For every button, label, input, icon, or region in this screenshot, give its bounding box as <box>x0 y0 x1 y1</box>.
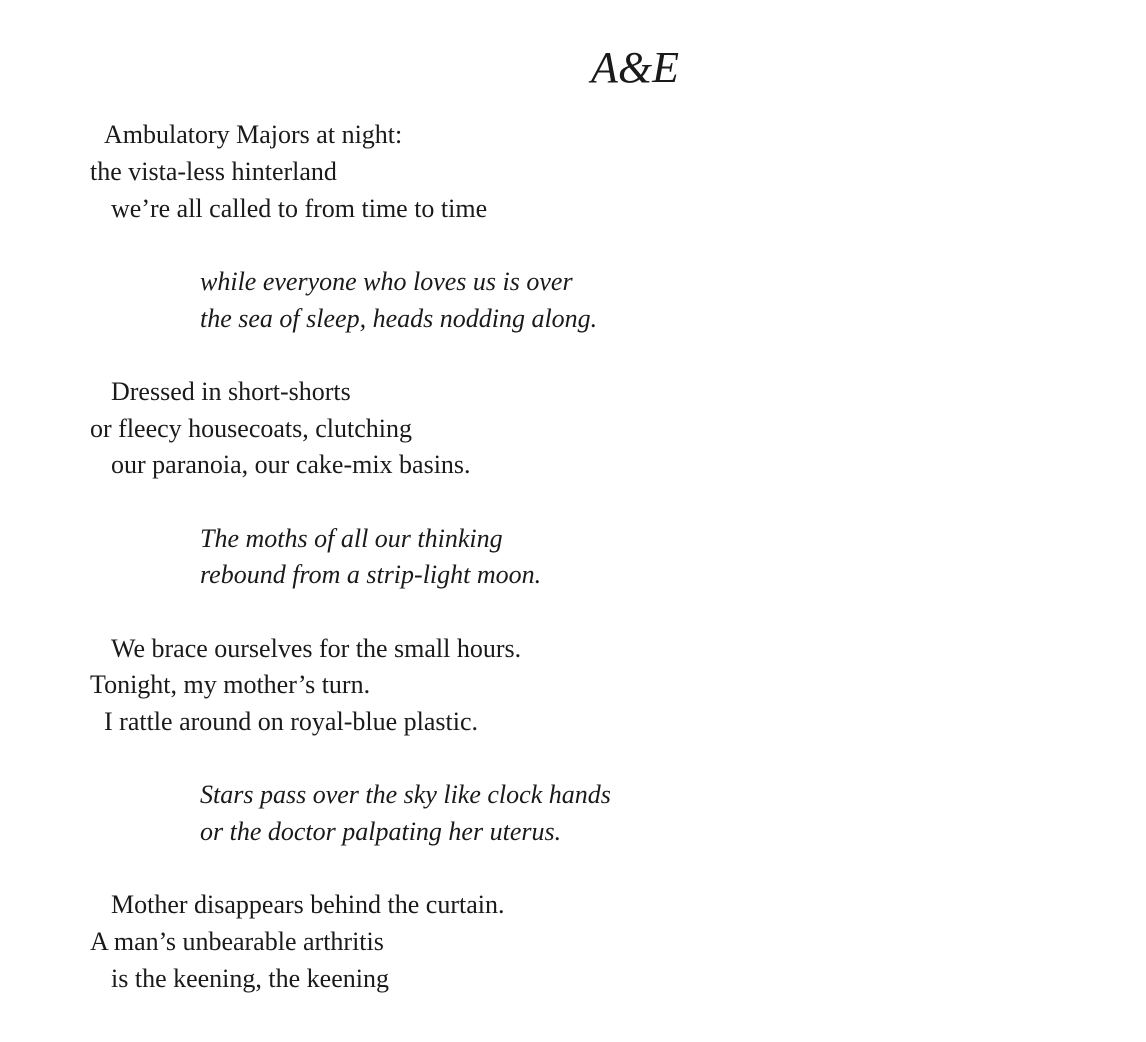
poem-line: or fleecy housecoats, clutching <box>90 414 412 443</box>
poem-line-italic: the sea of sleep, heads nodding along. <box>200 304 598 333</box>
poem-line: Tonight, my mother’s turn. <box>90 670 371 699</box>
poem-line: is the keening, the keening <box>111 964 389 993</box>
poem-line: Ambulatory Majors at night: <box>104 120 403 149</box>
poem-line-italic: The moths of all our thinking <box>200 524 503 553</box>
poem-line-italic: or the doctor palpating her uterus. <box>200 817 562 846</box>
poem-line: I rattle around on royal-blue plastic. <box>104 707 478 736</box>
poem-line: we’re all called to from time to time <box>111 194 488 223</box>
poem-line-italic: while everyone who loves us is over <box>200 267 573 296</box>
poem-line-italic: rebound from a strip-light moon. <box>200 560 542 589</box>
poem-line: Mother disappears behind the curtain. <box>111 890 505 919</box>
poem-line: our paranoia, our cake-mix basins. <box>111 450 471 479</box>
poem-line: the vista-less hinterland <box>90 157 337 186</box>
poem-line: A man’s unbearable arthritis <box>90 927 384 956</box>
poem-line: We brace ourselves for the small hours. <box>111 634 522 663</box>
poem-line-italic: Stars pass over the sky like clock hands <box>200 780 611 809</box>
poem-line: Dressed in short-shorts <box>111 377 351 406</box>
poem-title: A&E <box>591 43 679 92</box>
